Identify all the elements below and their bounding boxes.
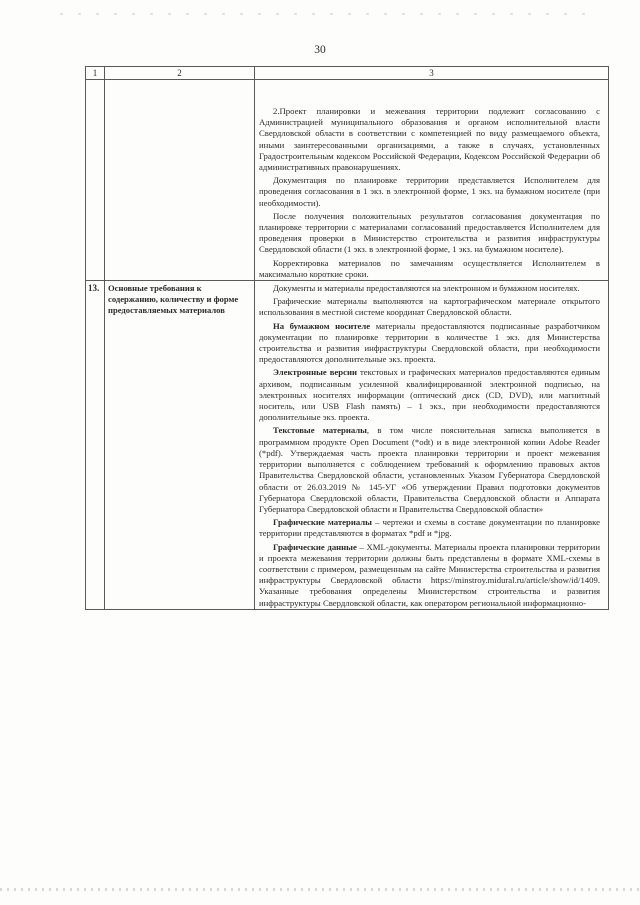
paragraph xyxy=(259,425,600,515)
paragraph: Корректировка материалов по замечаниям осуществляется Исполнителем в максимально короткие сроки. xyxy=(259,257,600,279)
paragraph-text: – чертежи и схемы в составе документации по планировке территории представляются в форматах *pdf и *jpg. xyxy=(259,517,600,539)
paragraph xyxy=(259,517,600,539)
paragraph: Документация по планировке территории представляется Исполнителем для проведения согласования в 1 экз. в электронной форме, 1 экз. на бумажном носителе (при необходимости). xyxy=(259,175,600,208)
page-number: 30 xyxy=(314,44,326,56)
paragraph-text: – XML-документы. Материалы проекта планировки территории и проекта межевания территории должны быть представлены в формате XML-схемы в соответствии с примером, размещенным на сайте Министерства строительства и развития инфраструктуры Свердловской области https://minstroy.midural.ru/article/show/id/1409. Указанные требования определены Министерством строительства и развития инфраструктуры Свердловской области, как оператором региональной информационно- xyxy=(259,541,600,608)
paragraph-lead: Текстовые материалы xyxy=(273,425,367,436)
row-content-cell xyxy=(255,80,609,281)
paragraph-text: текстовых и графических материалов предоставляются единым архивом, подписанным усиленной квалифицированной электронной подписью, на электронных носителях информации (оптический диск (CD, DVD), или магнитный носитель, или USB Flash память) – 1 экз., при необходимости предоставляются дополнительные экз. проекта. xyxy=(259,367,600,423)
table-row xyxy=(86,80,609,281)
row-requirement-cell xyxy=(105,80,255,281)
requirement-title: Основные требования к содержанию, количеству и форме предоставляемых материалов xyxy=(105,281,255,610)
row-number: 13. xyxy=(86,281,105,610)
paragraph: Графические материалы выполняются на картографическом материале открытого использования в местной системе координат Свердловской области. xyxy=(259,296,600,318)
table-header-row xyxy=(86,67,609,80)
paragraph-lead: На бумажном носителе xyxy=(273,320,371,331)
header-col-3: 3 xyxy=(255,67,609,80)
paragraph-text: материалы предоставляются подписанные разработчиком документации по планировке территории в количестве 1 экз. для Министерства строительства и развития инфраструктуры Свердловской области, при необходимости предоставляются дополнительные экз. проекта. xyxy=(259,320,600,365)
paragraph: 2.Проект планировки и межевания территории подлежит согласованию с Администрацией муниципального образования и органом исполнительной власти Свердловской области в соответствии с компетенцией по виду размещаемого объекта, иными заинтересованными организациями, а также в случаях, установленных Градостроительным кодексом Российской Федерации, Кодексом Российской Федерации об административных правонарушениях. xyxy=(259,106,600,173)
scan-artifact-bottom xyxy=(0,888,640,891)
paragraph-lead: Электронные версии xyxy=(273,367,357,378)
header-col-2: 2 xyxy=(105,67,255,80)
paragraph: После получения положительных результатов согласования документация по планировке территории с материалами согласований предоставляется Исполнителем для проведения проверки в Министерство строительства и развития инфраструктуры Свердловской области (1 экз. в электронной форме, 1 экз. на бумажном носителе). xyxy=(259,210,600,255)
header-col-1: 1 xyxy=(86,67,105,80)
requirements-table xyxy=(85,66,609,610)
paragraph: Документы и материалы предоставляются на электронном и бумажном носителях. xyxy=(273,283,580,294)
paragraph xyxy=(259,367,600,423)
scan-artifact-top xyxy=(60,13,600,15)
paragraph-lead: Графические материалы xyxy=(273,517,372,528)
paragraph xyxy=(259,542,600,609)
paragraph xyxy=(259,321,600,366)
paragraph-text: , в том числе пояснительная записка выполняется в программном продукте Open Document (*odt) и в виде электронной копии Adobe Reader (*pdf). Утверждаемая часть проекта планировки территории и проект межевания территории выполняется с соблюдением требований к оформлению правовых актов Правительства Свердловской области, установленных Указом Губернатора Свердловской области от 26.03.2019 № 145-УГ «Об утверждении Правил подготовки документов Губернатора Свердловской области, Правительства Свердловской области и Аппарата Губернатора Свердловской области и Правительства Свердловской области» xyxy=(259,425,600,514)
row-content-cell xyxy=(255,281,609,610)
table-row xyxy=(86,281,609,610)
paragraph-lead: Графические данные xyxy=(273,541,357,552)
row-number-cell xyxy=(86,80,105,281)
